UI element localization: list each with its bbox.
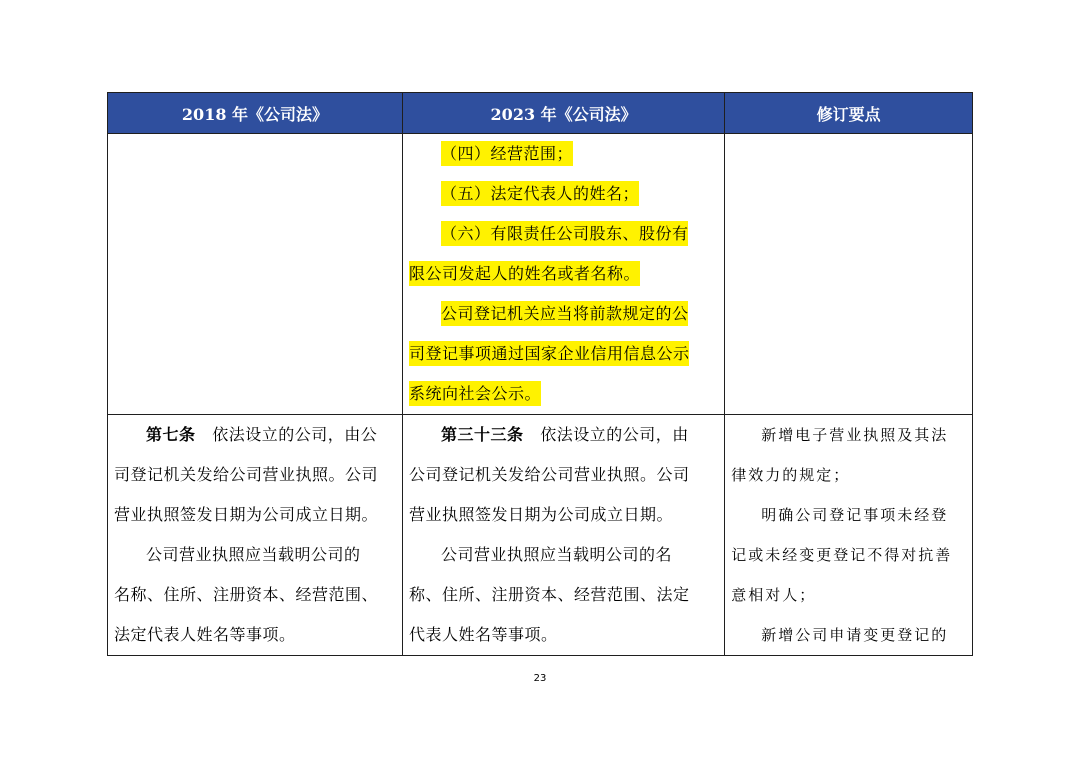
highlighted-text: 限公司发起人的姓名或者名称。 [409,261,640,286]
header-2018-law: 2018 年《公司法》 [108,93,403,134]
row2-revision-cell [725,415,973,656]
text-line [409,174,718,214]
text-line: 新增公司申请变更登记的 [761,626,949,644]
highlighted-text: 公司登记机关应当将前款规定的公 [441,301,689,326]
text-line: 记或未经变更登记不得对抗善 [731,546,953,564]
table-header-row [108,93,973,134]
law-comparison-table [107,92,973,656]
article-number: 第七条 [146,425,196,444]
header-revision-points: 修订要点 [725,93,973,134]
highlighted-text: （四）经营范围； [441,141,573,166]
text-line [409,374,718,414]
text-line: 司登记机关发给公司营业执照。公司 [114,465,379,484]
row1-2023-cell [402,134,724,415]
text-line: 律效力的规定； [731,466,851,484]
text-line: 营业执照签发日期为公司成立日期。 [114,505,379,524]
article-text: 依法设立的公司，由 [540,425,689,444]
text-line: 公司登记机关发给公司营业执照。公司 [408,465,690,484]
text-line [114,415,396,455]
row1-revision-cell [725,134,973,415]
text-line: 意相对人； [731,586,817,604]
text-line [409,294,718,334]
table-row [108,415,973,656]
text-line: 法定代表人姓名等事项。 [114,625,296,644]
text-line: 新增电子营业执照及其法 [761,426,949,444]
row2-2023-cell [402,415,724,656]
table-row [108,134,973,415]
text-line: 明确公司登记事项未经登 [761,506,949,524]
text-line [409,134,718,174]
text-line [409,415,718,455]
header-2023-law: 2023 年《公司法》 [402,93,724,134]
row1-2018-cell [108,134,403,415]
highlighted-text: （六）有限责任公司股东、股份有 [441,221,689,246]
page-number: 23 [533,673,547,684]
article-number: 第三十三条 [440,425,524,444]
text-line [409,254,718,294]
article-text: 依法设立的公司，由公 [212,425,378,444]
highlighted-text: 司登记事项通过国家企业信用信息公示 [409,341,690,366]
text-line: 营业执照签发日期为公司成立日期。 [408,505,673,524]
text-line [409,214,718,254]
text-line: 名称、住所、注册资本、经营范围、 [114,585,379,604]
text-line: 公司营业执照应当载明公司的名 [440,545,672,564]
text-line [409,334,718,374]
row2-2018-cell [108,415,403,656]
text-line: 称、住所、注册资本、经营范围、法定 [408,585,690,604]
highlighted-text: （五）法定代表人的姓名； [441,181,639,206]
text-line: 公司营业执照应当载明公司的 [146,545,361,564]
text-line: 代表人姓名等事项。 [408,625,558,644]
highlighted-text: 系统向社会公示。 [409,381,541,406]
